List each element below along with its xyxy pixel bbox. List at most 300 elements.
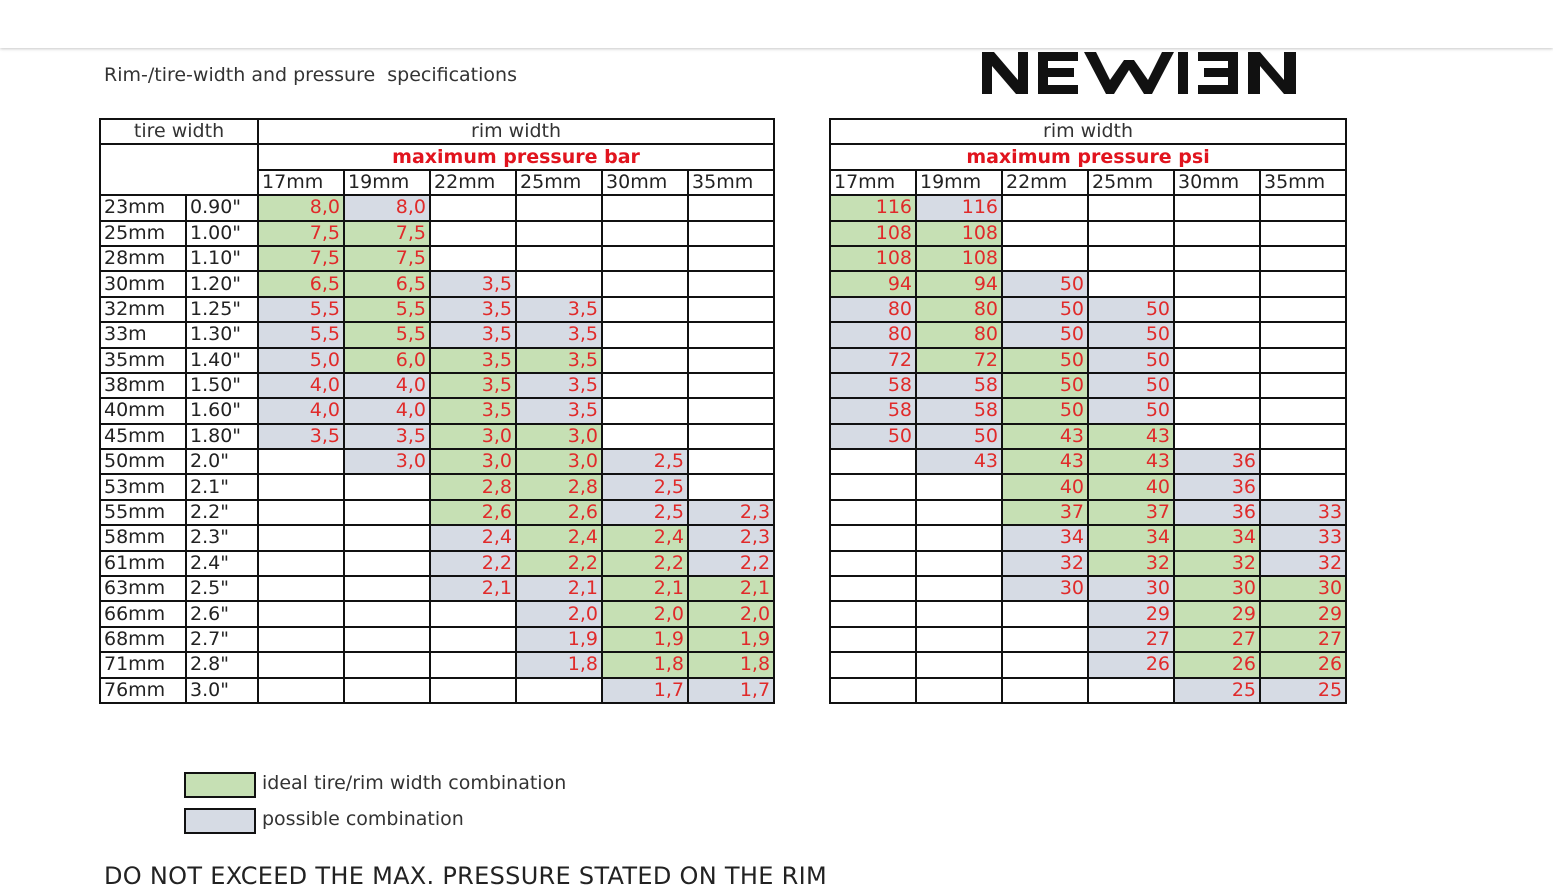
pressure-cell: 7,5 — [344, 221, 430, 246]
rim-width-column-header: 19mm — [916, 170, 1002, 195]
table-row — [830, 576, 1346, 601]
pressure-cell: 2,2 — [602, 551, 688, 576]
table-row — [830, 398, 1346, 423]
pressure-cell: 2,0 — [688, 601, 774, 626]
empty-cell — [602, 322, 688, 347]
empty-cell — [258, 551, 344, 576]
pressure-cell: 2,4 — [430, 525, 516, 550]
pressure-cell: 2,4 — [602, 525, 688, 550]
tire-width-mm: 23mm — [100, 195, 186, 220]
table-row — [100, 449, 774, 474]
empty-cell — [916, 474, 1002, 499]
empty-cell — [1002, 195, 1088, 220]
tire-width-inch: 2.1" — [186, 474, 258, 499]
pressure-cell: 43 — [1002, 424, 1088, 449]
empty-cell — [1088, 271, 1174, 296]
empty-cell — [1002, 652, 1088, 677]
tire-width-inch: 1.20" — [186, 271, 258, 296]
pressure-cell: 94 — [916, 271, 1002, 296]
pressure-cell: 2,8 — [516, 474, 602, 499]
empty-cell — [1002, 678, 1088, 703]
tire-width-inch: 1.30" — [186, 322, 258, 347]
empty-cell — [1174, 297, 1260, 322]
legend-possible-swatch — [184, 808, 256, 834]
empty-cell — [830, 500, 916, 525]
empty-cell — [830, 601, 916, 626]
pressure-cell: 1,8 — [602, 652, 688, 677]
pressure-cell: 58 — [830, 373, 916, 398]
rim-width-header: rim width — [258, 119, 774, 144]
pressure-cell: 33 — [1260, 500, 1346, 525]
empty-cell — [1174, 348, 1260, 373]
pressure-cell: 3,0 — [516, 449, 602, 474]
tire-width-mm: 68mm — [100, 627, 186, 652]
empty-cell — [1260, 398, 1346, 423]
table-row — [100, 221, 774, 246]
empty-cell — [1088, 678, 1174, 703]
pressure-cell: 2,1 — [516, 576, 602, 601]
empty-cell — [516, 678, 602, 703]
empty-cell — [430, 221, 516, 246]
empty-cell — [916, 652, 1002, 677]
pressure-cell: 27 — [1088, 627, 1174, 652]
empty-cell — [1002, 601, 1088, 626]
empty-cell — [1174, 398, 1260, 423]
table-row — [830, 297, 1346, 322]
empty-cell — [516, 221, 602, 246]
table-row — [100, 525, 774, 550]
pressure-cell: 32 — [1002, 551, 1088, 576]
pressure-cell: 50 — [1088, 297, 1174, 322]
empty-cell — [344, 652, 430, 677]
tire-width-mm: 53mm — [100, 474, 186, 499]
table-row — [830, 373, 1346, 398]
empty-cell — [602, 195, 688, 220]
rim-width-column-header: 17mm — [830, 170, 916, 195]
pressure-cell: 3,5 — [516, 297, 602, 322]
empty-cell — [1260, 297, 1346, 322]
empty-cell — [1260, 474, 1346, 499]
pressure-cell: 72 — [830, 348, 916, 373]
empty-cell — [916, 601, 1002, 626]
pressure-bar-table — [99, 118, 775, 704]
empty-cell — [1088, 246, 1174, 271]
tire-width-mm: 30mm — [100, 271, 186, 296]
empty-cell — [1260, 246, 1346, 271]
newmen-logo — [982, 50, 1328, 96]
pressure-cell: 25 — [1260, 678, 1346, 703]
table-row — [830, 500, 1346, 525]
table-row — [100, 500, 774, 525]
table-row — [100, 576, 774, 601]
pressure-cell: 2,5 — [602, 474, 688, 499]
tire-width-inch: 3.0" — [186, 678, 258, 703]
empty-cell — [1260, 373, 1346, 398]
pressure-cell: 1,9 — [688, 627, 774, 652]
table-row — [830, 424, 1346, 449]
empty-cell — [602, 297, 688, 322]
pressure-cell: 4,0 — [344, 398, 430, 423]
empty-cell — [1174, 271, 1260, 296]
tire-width-mm: 40mm — [100, 398, 186, 423]
empty-cell — [258, 474, 344, 499]
empty-cell — [688, 221, 774, 246]
tire-width-mm: 55mm — [100, 500, 186, 525]
pressure-cell: 1,8 — [688, 652, 774, 677]
empty-cell — [344, 474, 430, 499]
empty-cell — [1260, 195, 1346, 220]
table-row — [100, 601, 774, 626]
pressure-cell: 36 — [1174, 449, 1260, 474]
empty-cell — [688, 297, 774, 322]
empty-cell — [688, 271, 774, 296]
empty-cell — [688, 322, 774, 347]
pressure-cell: 50 — [1002, 322, 1088, 347]
empty-cell — [916, 525, 1002, 550]
tire-width-mm: 45mm — [100, 424, 186, 449]
pressure-cell: 32 — [1260, 551, 1346, 576]
empty-cell — [688, 424, 774, 449]
pressure-cell: 5,5 — [258, 297, 344, 322]
pressure-cell: 3,0 — [516, 424, 602, 449]
pressure-cell: 40 — [1002, 474, 1088, 499]
empty-cell — [344, 525, 430, 550]
pressure-cell: 36 — [1174, 500, 1260, 525]
empty-cell — [602, 348, 688, 373]
pressure-cell: 3,5 — [516, 322, 602, 347]
pressure-cell: 2,0 — [602, 601, 688, 626]
pressure-cell: 108 — [916, 221, 1002, 246]
table-row — [830, 221, 1346, 246]
empty-cell — [830, 525, 916, 550]
pressure-cell: 1,7 — [602, 678, 688, 703]
empty-cell — [916, 551, 1002, 576]
pressure-cell: 50 — [1002, 271, 1088, 296]
empty-cell — [258, 652, 344, 677]
pressure-cell: 36 — [1174, 474, 1260, 499]
empty-cell — [688, 449, 774, 474]
pressure-cell: 3,5 — [258, 424, 344, 449]
pressure-cell: 108 — [830, 246, 916, 271]
pressure-cell: 2,5 — [602, 500, 688, 525]
empty-cell — [1174, 373, 1260, 398]
tire-width-inch: 2.6" — [186, 601, 258, 626]
table-row — [100, 551, 774, 576]
rim-width-column-header: 25mm — [516, 170, 602, 195]
pressure-cell: 3,5 — [430, 373, 516, 398]
rim-width-column-header: 22mm — [1002, 170, 1088, 195]
empty-cell — [430, 195, 516, 220]
pressure-cell: 43 — [1088, 449, 1174, 474]
empty-cell — [1260, 424, 1346, 449]
table-row — [830, 246, 1346, 271]
pressure-cell: 2,3 — [688, 525, 774, 550]
pressure-cell: 34 — [1002, 525, 1088, 550]
pressure-cell: 8,0 — [258, 195, 344, 220]
pressure-cell: 43 — [1088, 424, 1174, 449]
pressure-cell: 3,5 — [430, 398, 516, 423]
empty-cell — [830, 576, 916, 601]
pressure-cell: 58 — [916, 398, 1002, 423]
pressure-cell: 5,0 — [258, 348, 344, 373]
pressure-cell: 6,0 — [344, 348, 430, 373]
pressure-cell: 33 — [1260, 525, 1346, 550]
empty-cell — [1174, 424, 1260, 449]
pressure-cell: 50 — [1002, 348, 1088, 373]
table-row — [830, 601, 1346, 626]
rim-width-header-psi: rim width — [830, 119, 1346, 144]
empty-cell — [688, 195, 774, 220]
tire-width-inch: 2.2" — [186, 500, 258, 525]
pressure-cell: 27 — [1260, 627, 1346, 652]
pressure-cell: 50 — [1088, 322, 1174, 347]
empty-cell — [258, 601, 344, 626]
empty-cell — [258, 500, 344, 525]
rim-width-column-header: 30mm — [602, 170, 688, 195]
tire-width-inch: 2.0" — [186, 449, 258, 474]
tire-width-inch: 2.8" — [186, 652, 258, 677]
empty-cell — [688, 373, 774, 398]
tire-width-inch: 2.4" — [186, 551, 258, 576]
pressure-cell: 2,1 — [602, 576, 688, 601]
tire-width-mm: 76mm — [100, 678, 186, 703]
table-row — [830, 474, 1346, 499]
table-row — [100, 627, 774, 652]
empty-cell — [430, 246, 516, 271]
pressure-cell: 34 — [1088, 525, 1174, 550]
pressure-cell: 34 — [1174, 525, 1260, 550]
table-row — [100, 322, 774, 347]
empty-cell — [1174, 246, 1260, 271]
tire-width-mm: 35mm — [100, 348, 186, 373]
empty-cell — [1002, 221, 1088, 246]
pressure-cell: 4,0 — [258, 398, 344, 423]
pressure-cell: 50 — [1002, 297, 1088, 322]
pressure-cell: 50 — [1002, 398, 1088, 423]
empty-cell — [1174, 221, 1260, 246]
tire-width-mm: 28mm — [100, 246, 186, 271]
pressure-cell: 32 — [1174, 551, 1260, 576]
empty-cell — [1260, 221, 1346, 246]
table-row — [830, 678, 1346, 703]
rim-width-column-header: 35mm — [688, 170, 774, 195]
pressure-cell: 72 — [916, 348, 1002, 373]
empty-cell — [830, 627, 916, 652]
pressure-cell: 2,8 — [430, 474, 516, 499]
empty-cell — [516, 246, 602, 271]
empty-cell — [602, 424, 688, 449]
pressure-cell: 3,5 — [430, 322, 516, 347]
empty-cell — [344, 551, 430, 576]
empty-cell — [830, 474, 916, 499]
empty-cell — [344, 500, 430, 525]
empty-header-cell — [100, 144, 258, 195]
pressure-cell: 3,0 — [430, 449, 516, 474]
pressure-cell: 5,5 — [344, 322, 430, 347]
empty-cell — [258, 576, 344, 601]
pressure-cell: 30 — [1260, 576, 1346, 601]
tire-width-inch: 1.25" — [186, 297, 258, 322]
table-row — [830, 449, 1346, 474]
empty-cell — [916, 627, 1002, 652]
pressure-cell: 94 — [830, 271, 916, 296]
tire-width-inch: 0.90" — [186, 195, 258, 220]
table-row — [100, 271, 774, 296]
pressure-cell: 50 — [1088, 398, 1174, 423]
pressure-cell: 116 — [916, 195, 1002, 220]
pressure-cell: 6,5 — [344, 271, 430, 296]
pressure-cell: 32 — [1088, 551, 1174, 576]
tire-width-mm: 58mm — [100, 525, 186, 550]
max-pressure-bar-header: maximum pressure bar — [258, 144, 774, 169]
empty-cell — [916, 576, 1002, 601]
pressure-cell: 2,6 — [516, 500, 602, 525]
empty-cell — [1088, 195, 1174, 220]
table-row — [100, 297, 774, 322]
pressure-cell: 7,5 — [258, 246, 344, 271]
pressure-cell: 1,7 — [688, 678, 774, 703]
empty-cell — [1174, 322, 1260, 347]
pressure-cell: 37 — [1002, 500, 1088, 525]
empty-cell — [688, 474, 774, 499]
empty-cell — [1260, 348, 1346, 373]
pressure-cell: 29 — [1260, 601, 1346, 626]
legend-ideal-label: ideal tire/rim width combination — [262, 772, 567, 794]
pressure-cell: 80 — [830, 322, 916, 347]
pressure-cell: 3,0 — [344, 449, 430, 474]
pressure-cell: 1,9 — [602, 627, 688, 652]
pressure-cell: 8,0 — [344, 195, 430, 220]
empty-cell — [516, 271, 602, 296]
pressure-cell: 2,3 — [688, 500, 774, 525]
tire-width-mm: 66mm — [100, 601, 186, 626]
table-row — [100, 246, 774, 271]
page-title: Rim-/tire-width and pressure specifications — [104, 64, 517, 86]
rim-width-column-header: 25mm — [1088, 170, 1174, 195]
pressure-cell: 37 — [1088, 500, 1174, 525]
empty-cell — [688, 246, 774, 271]
pressure-cell: 1,9 — [516, 627, 602, 652]
pressure-cell: 25 — [1174, 678, 1260, 703]
pressure-cell: 80 — [916, 322, 1002, 347]
empty-cell — [830, 551, 916, 576]
table-row — [100, 474, 774, 499]
pressure-cell: 30 — [1088, 576, 1174, 601]
pressure-cell: 2,1 — [430, 576, 516, 601]
empty-cell — [258, 449, 344, 474]
tire-width-mm: 33m — [100, 322, 186, 347]
empty-cell — [688, 398, 774, 423]
pressure-cell: 26 — [1088, 652, 1174, 677]
pressure-cell: 7,5 — [258, 221, 344, 246]
empty-cell — [830, 449, 916, 474]
empty-cell — [602, 373, 688, 398]
empty-cell — [602, 271, 688, 296]
empty-cell — [344, 601, 430, 626]
empty-cell — [344, 627, 430, 652]
empty-cell — [830, 678, 916, 703]
pressure-cell: 3,5 — [430, 348, 516, 373]
pressure-cell: 3,5 — [516, 348, 602, 373]
pressure-cell: 5,5 — [258, 322, 344, 347]
pressure-cell: 2,2 — [430, 551, 516, 576]
empty-cell — [258, 627, 344, 652]
tire-width-inch: 1.00" — [186, 221, 258, 246]
pressure-cell: 29 — [1174, 601, 1260, 626]
pressure-cell: 27 — [1174, 627, 1260, 652]
table-row — [100, 652, 774, 677]
pressure-cell: 3,5 — [430, 297, 516, 322]
tire-width-inch: 1.10" — [186, 246, 258, 271]
pressure-cell: 2,2 — [516, 551, 602, 576]
empty-cell — [1260, 271, 1346, 296]
pressure-warning: DO NOT EXCEED THE MAX. PRESSURE STATED ON THE RIM — [104, 862, 827, 890]
tire-width-inch: 1.40" — [186, 348, 258, 373]
pressure-cell: 30 — [1002, 576, 1088, 601]
empty-cell — [830, 652, 916, 677]
empty-cell — [1002, 246, 1088, 271]
rim-width-column-header: 35mm — [1260, 170, 1346, 195]
pressure-cell: 3,5 — [344, 424, 430, 449]
empty-cell — [916, 678, 1002, 703]
pressure-cell: 6,5 — [258, 271, 344, 296]
empty-cell — [602, 221, 688, 246]
pressure-cell: 116 — [830, 195, 916, 220]
empty-cell — [344, 576, 430, 601]
empty-cell — [688, 348, 774, 373]
pressure-psi-table — [829, 118, 1347, 704]
pressure-cell: 4,0 — [344, 373, 430, 398]
tire-width-inch: 2.3" — [186, 525, 258, 550]
tire-width-header: tire width — [100, 119, 258, 144]
tire-width-inch: 1.80" — [186, 424, 258, 449]
pressure-cell: 2,4 — [516, 525, 602, 550]
pressure-cell: 2,0 — [516, 601, 602, 626]
empty-cell — [430, 678, 516, 703]
table-row — [100, 373, 774, 398]
legend-possible-label: possible combination — [262, 808, 464, 830]
empty-cell — [430, 601, 516, 626]
table-row — [100, 195, 774, 220]
table-row — [830, 627, 1346, 652]
pressure-cell: 50 — [830, 424, 916, 449]
pressure-cell: 108 — [916, 246, 1002, 271]
tire-width-inch: 1.60" — [186, 398, 258, 423]
top-bar — [0, 0, 1553, 48]
pressure-cell: 50 — [1002, 373, 1088, 398]
tire-width-inch: 2.5" — [186, 576, 258, 601]
pressure-cell: 2,6 — [430, 500, 516, 525]
pressure-cell: 26 — [1174, 652, 1260, 677]
table-row — [830, 551, 1346, 576]
rim-width-column-header: 19mm — [344, 170, 430, 195]
empty-cell — [258, 678, 344, 703]
table-row — [830, 525, 1346, 550]
pressure-cell: 3,0 — [430, 424, 516, 449]
tire-width-mm: 50mm — [100, 449, 186, 474]
pressure-cell: 26 — [1260, 652, 1346, 677]
empty-cell — [1260, 322, 1346, 347]
rim-width-column-header: 17mm — [258, 170, 344, 195]
tire-width-mm: 71mm — [100, 652, 186, 677]
tire-width-mm: 61mm — [100, 551, 186, 576]
table-row — [830, 652, 1346, 677]
pressure-cell: 1,8 — [516, 652, 602, 677]
rim-width-column-header: 22mm — [430, 170, 516, 195]
pressure-cell: 30 — [1174, 576, 1260, 601]
pressure-cell: 40 — [1088, 474, 1174, 499]
empty-cell — [916, 500, 1002, 525]
